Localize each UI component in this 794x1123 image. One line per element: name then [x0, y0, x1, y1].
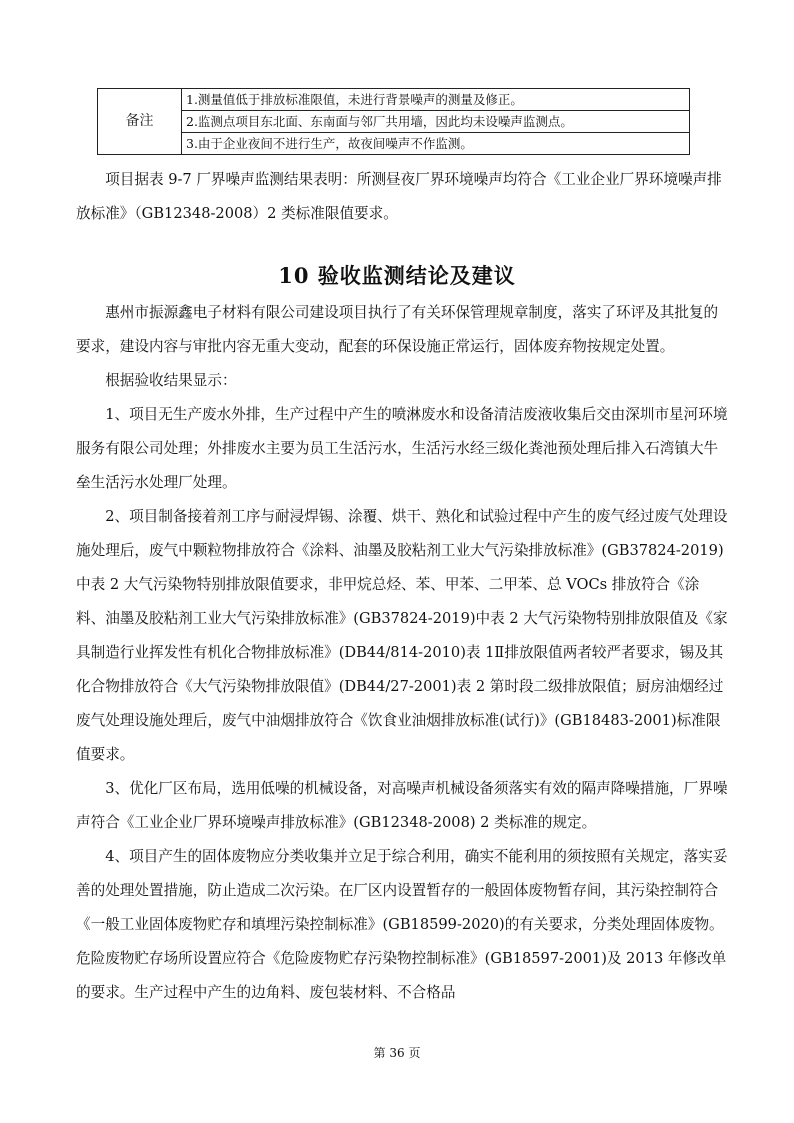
page-number: 第 36 页: [373, 1046, 421, 1060]
paragraph-wastewater: 1、项目无生产废水外排，生产过程中产生的喷淋废水和设备清洁废液收集后交由深圳市星河环境服务有限公司处理；外排废水主要为员工生活污水，生活污水经三级化粪池预处理后排入石湾镇大牛垒生活污水处理厂处理。: [76, 406, 728, 491]
remarks-item-1: 1.测量值低于排放标准限值，未进行背景噪声的测量及修正。: [182, 89, 690, 111]
paragraph-summary: 惠州市振源鑫电子材料有限公司建设项目执行了有关环保管理规章制度，落实了环评及其批复的要求，建设内容与审批内容无重大变动，配套的环保设施正常运行，固体废弃物按规定处置。: [76, 304, 719, 355]
section-title: 10 验收监测结论及建议: [278, 263, 516, 288]
remarks-row: [98, 89, 690, 111]
remarks-row: [98, 133, 690, 155]
remarks-table: [97, 88, 690, 155]
remarks-label: 备注: [98, 89, 182, 155]
paragraph-exhaust-gas: 2、项目制备接着剂工序与耐浸焊锡、涂覆、烘干、熟化和试验过程中产生的废气经过废气处理设施处理后，废气中颗粒物排放符合《涂料、油墨及胶粘剂工业大气污染排放标准》(GB37824-2019)中表 2 大气污染物特别排放限值要求，非甲烷总烃、苯、甲苯、二甲苯、总 VOCs 排放符合《涂料、油墨及胶粘剂工业大气污染排放标准》(GB37824-2019)中表 2 大气污染物特别排放限值及《家具制造行业挥发性有机化合物排放标准》(DB44/814-2010)表 1Ⅱ排放限值两者较严者要求，锡及其化合物排放符合《大气污染物排放限值》(DB44/27-2001)表 2 第时段二级排放限值；厨房油烟经过废气处理设施处理后，废气中油烟排放符合《饮食业油烟排放标准(试行)》(GB18483-2001)标准限值要求。: [76, 508, 728, 763]
intro-block: [76, 163, 728, 231]
remarks-item-2: 2.监测点项目东北面、东南面与邻厂共用墙，因此均未设噪声监测点。: [182, 111, 690, 133]
intro-paragraph: 项目据表 9-7 厂界噪声监测结果表明：所测昼夜厂界环境噪声均符合《工业企业厂界环境噪声排放标准》（GB12348-2008）2 类标准限值要求。: [76, 171, 722, 222]
section-body: [76, 296, 728, 1010]
paragraph-results-intro: 根据验收结果显示：: [105, 372, 237, 389]
paragraph-noise: 3、优化厂区布局，选用低噪的机械设备，对高噪声机械设备须落实有效的隔声降噪措施，厂界噪声符合《工业企业厂界环境噪声排放标准》(GB12348-2008) 2 类标准的规定。: [76, 780, 728, 831]
remarks-item-3: 3.由于企业夜间不进行生产，故夜间噪声不作监测。: [182, 133, 690, 155]
paragraph-solid-waste: 4、项目产生的固体废物应分类收集并立足于综合利用，确实不能利用的须按照有关规定，落实妥善的处理处置措施，防止造成二次污染。在厂区内设置暂存的一般固体废物暂存间，其污染控制符合《一般工业固体废物贮存和填埋污染控制标准》(GB18599-2020)的有关要求，分类处理固体废物。危险废物贮存场所设置应符合《危险废物贮存污染物控制标准》(GB18597-2001)及 2013 年修改单的要求。生产过程中产生的边角料、废包装材料、不合格品: [76, 848, 728, 1001]
remarks-row: [98, 111, 690, 133]
